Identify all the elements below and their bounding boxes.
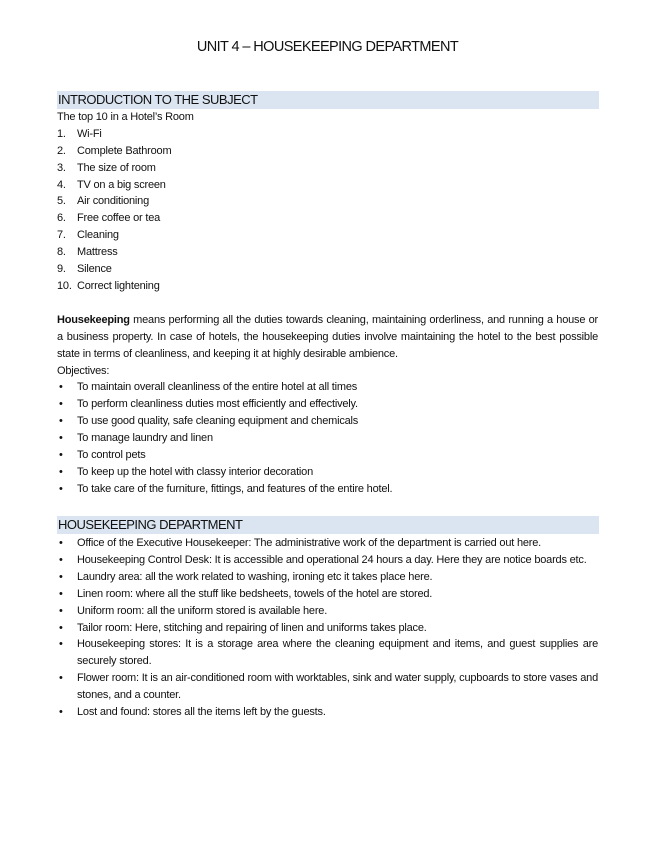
list-item-number: 4.	[57, 178, 66, 191]
list-item-number: 2.	[57, 144, 66, 157]
bullet-icon: •	[59, 621, 63, 634]
bullet-item	[57, 603, 598, 620]
list-item-number: 10.	[57, 279, 72, 292]
bullet-item	[57, 535, 598, 552]
definition-paragraph	[57, 312, 598, 363]
bullet-text: To maintain overall cleanliness of the entire hotel at all times	[77, 381, 358, 394]
list-item	[57, 278, 598, 295]
list-item-number: 5.	[57, 195, 66, 208]
bullet-icon: •	[59, 398, 63, 411]
page-title: UNIT 4 – HOUSEKEEPING DEPARTMENT	[196, 39, 459, 55]
bullet-icon: •	[59, 604, 63, 617]
bullet-text: Linen room: where all the stuff like bedsheets, towels of the hotel are stored.	[77, 587, 433, 600]
bullet-icon: •	[59, 638, 63, 651]
list-item-text: Correct lightening	[77, 279, 160, 292]
list-item	[57, 177, 598, 194]
bullet-item	[57, 413, 598, 430]
list-item-text: Air conditioning	[77, 195, 150, 208]
bullet-item	[57, 481, 598, 498]
bullet-icon: •	[59, 706, 63, 719]
list-item-number: 7.	[57, 229, 66, 242]
list-item-number: 3.	[57, 161, 66, 174]
bullet-text: Flower room: It is an air-conditioned room with worktables, sink and water supply, cupboards to store vases and stones, and a counter.	[77, 672, 598, 702]
list-item-text: The size of room	[77, 161, 156, 174]
list-intro: The top 10 in a Hotel’s Room	[57, 111, 194, 123]
bullet-text: Housekeeping stores: It is a storage area where the cleaning equipment and items, and guest supplies are securely stored.	[77, 638, 598, 668]
list-item	[57, 210, 598, 227]
bullet-item	[57, 430, 598, 447]
bullet-text: To manage laundry and linen	[77, 432, 213, 445]
bullet-icon: •	[59, 587, 63, 600]
section-heading-introduction: INTRODUCTION TO THE SUBJECT	[57, 91, 599, 109]
list-item-text: Mattress	[77, 246, 118, 259]
bullet-item	[57, 447, 598, 464]
bullet-item	[57, 464, 598, 481]
bullet-item	[57, 636, 598, 670]
introduction-section	[57, 109, 598, 498]
bullet-item	[57, 670, 598, 704]
list-item	[57, 244, 598, 261]
bullet-text: Office of the Executive Housekeeper: The administrative work of the department is carried out here.	[77, 537, 542, 549]
bullet-item	[57, 552, 598, 569]
bullet-item	[57, 569, 598, 586]
bullet-icon: •	[59, 381, 63, 394]
bullet-text: To use good quality, safe cleaning equipment and chemicals	[77, 415, 359, 428]
bullet-icon: •	[59, 553, 63, 566]
list-item	[57, 143, 598, 160]
list-item	[57, 193, 598, 210]
list-item	[57, 160, 598, 177]
list-item-text: Complete Bathroom	[77, 144, 172, 157]
bullet-item	[57, 586, 598, 603]
department-section	[57, 535, 598, 721]
list-item-text: Cleaning	[77, 229, 119, 242]
bullet-icon: •	[59, 432, 63, 445]
bullet-text: To perform cleanliness duties most efficiently and effectively.	[77, 398, 358, 411]
definition-term: Housekeeping	[57, 313, 130, 326]
list-item	[57, 126, 598, 143]
bullet-text: Tailor room: Here, stitching and repairing of linen and uniforms takes place.	[77, 621, 427, 634]
top10-list	[57, 126, 598, 295]
department-list	[57, 535, 598, 721]
bullet-item	[57, 396, 598, 413]
bullet-icon: •	[59, 465, 63, 478]
list-item	[57, 261, 598, 278]
list-item-text: Free coffee or tea	[77, 212, 161, 225]
bullet-icon: •	[59, 415, 63, 428]
list-item-number: 6.	[57, 212, 66, 225]
bullet-icon: •	[59, 570, 63, 583]
objectives-label: Objectives:	[57, 364, 110, 377]
definition-text: means performing all the duties towards cleaning, maintaining orderliness, and running a house or a business property. In case of hotels, the housekeeping duties involve maintaining the hotel to the best possible state in terms of cleanliness, and keeping it at highly desirable ambience.	[57, 313, 598, 360]
bullet-text: Uniform room: all the uniform stored is available here.	[77, 604, 328, 617]
objectives-list	[57, 379, 598, 497]
bullet-icon: •	[59, 482, 63, 495]
bullet-icon: •	[59, 537, 63, 549]
bullet-text: Lost and found: stores all the items left by the guests.	[77, 706, 326, 719]
bullet-text: To control pets	[77, 449, 146, 462]
list-item-number: 1.	[57, 127, 66, 140]
list-item-text: TV on a big screen	[77, 178, 166, 191]
bullet-icon: •	[59, 449, 63, 462]
bullet-text: Laundry area: all the work related to washing, ironing etc it takes place here.	[77, 570, 433, 583]
bullet-item	[57, 379, 598, 396]
list-item	[57, 227, 598, 244]
bullet-item	[57, 704, 598, 721]
bullet-text: Housekeeping Control Desk: It is accessible and operational 24 hours a day. Here they are notice boards etc.	[77, 553, 587, 566]
bullet-text: To take care of the furniture, fittings, and features of the entire hotel.	[77, 482, 393, 495]
list-item-text: Wi-Fi	[77, 127, 102, 140]
section-heading-housekeeping-department: HOUSEKEEPING DEPARTMENT	[57, 516, 599, 534]
list-item-number: 9.	[57, 263, 66, 276]
list-item-number: 8.	[57, 246, 66, 259]
list-item-text: Silence	[77, 263, 112, 276]
bullet-text: To keep up the hotel with classy interior decoration	[77, 465, 314, 478]
bullet-icon: •	[59, 672, 63, 685]
bullet-item	[57, 620, 598, 637]
